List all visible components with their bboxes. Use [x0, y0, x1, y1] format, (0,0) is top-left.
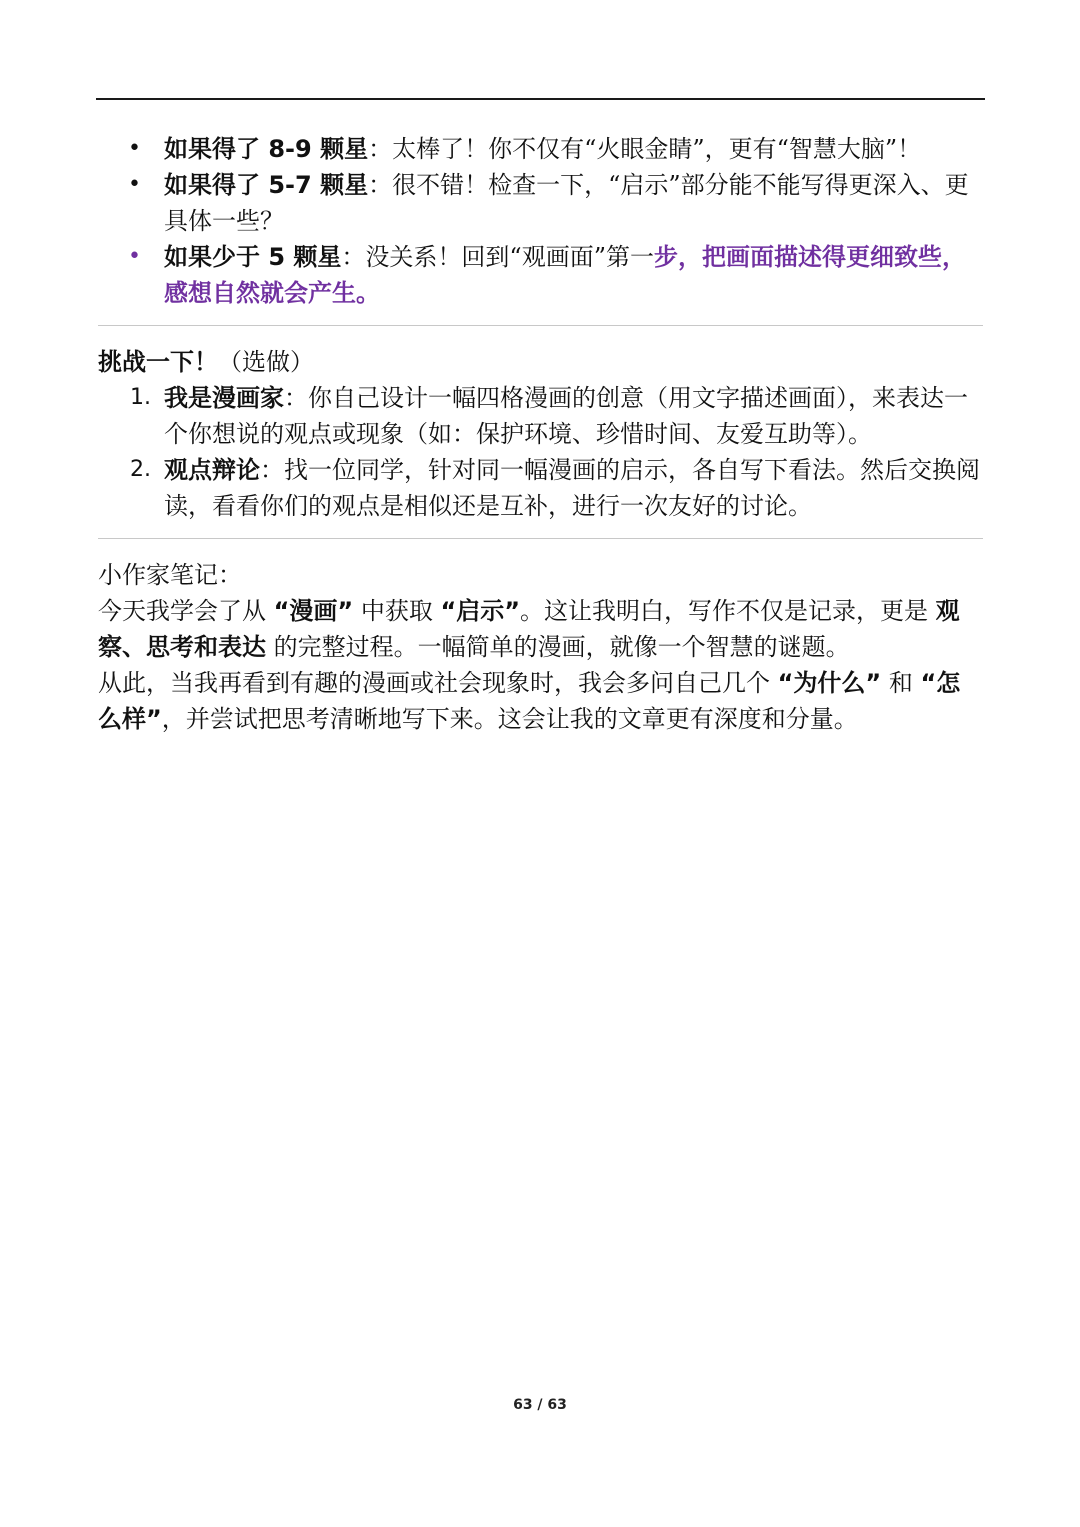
bullet-icon: •: [128, 136, 141, 161]
challenge-heading-rest: （选做）: [218, 348, 314, 376]
notes-paragraph-2: [98, 665, 983, 737]
notes-bold: 观察、思考和表达: [98, 597, 960, 661]
list-item: [98, 167, 983, 239]
item-number: 1.: [130, 385, 151, 410]
bullet-icon: •: [128, 172, 141, 197]
notes-text: 和: [881, 669, 921, 697]
item-bold: 我是漫画家: [164, 384, 284, 412]
notes-heading: 小作家笔记：: [98, 561, 242, 589]
notes-bold: “怎么样”: [98, 669, 961, 733]
section-divider: [98, 538, 983, 539]
star-feedback-list: [98, 131, 983, 311]
list-item: [98, 239, 983, 311]
header-rule: [96, 98, 985, 100]
bullet-bold: 如果得了 5-7 颗星: [164, 171, 369, 199]
bullet-colon: ：: [341, 243, 366, 271]
notes-bold: “为什么”: [777, 669, 882, 697]
bullet-highlight-text: 步，把画面描述得更细致些，感想自然就会产生。: [164, 243, 966, 307]
notes-text: 从此，当我再看到有趣的漫画或社会现象时，我会多问自己几个: [98, 669, 778, 697]
bullet-icon: •: [128, 244, 141, 269]
item-colon: ：: [260, 456, 284, 484]
item-bold: 观点辩论: [164, 456, 260, 484]
notes-text: 中获取: [353, 597, 441, 625]
notes-paragraph-1: [98, 593, 983, 665]
list-item: [98, 452, 983, 524]
notes-bold: “漫画”: [273, 597, 354, 625]
bullet-text: 没关系！回到“观画面”第一: [365, 243, 654, 271]
item-colon: ：: [284, 384, 308, 412]
item-number: 2.: [130, 457, 151, 482]
list-item: [98, 131, 983, 167]
bullet-bold: 如果少于 5 颗星: [164, 243, 342, 271]
notes-bold: “启示”: [440, 597, 520, 625]
section-divider: [98, 325, 983, 326]
notes-text: 。这让我明白，写作不仅是记录，更是: [520, 597, 936, 625]
notes-text: 的完整过程。一幅简单的漫画，就像一个智慧的谜题。: [266, 633, 850, 661]
item-text: 找一位同学，针对同一幅漫画的启示，各自写下看法。然后交换阅读，看看你们的观点是相似还是互补，进行一次友好的讨论。: [164, 456, 980, 520]
notes-text: ，并尝试把思考清晰地写下来。这会让我的文章更有深度和分量。: [161, 705, 858, 733]
bullet-text: 很不错！检查一下，“启示”部分能不能写得更深入、更具体一些？: [164, 171, 969, 235]
challenge-heading-bold: 挑战一下！: [98, 348, 218, 376]
challenge-list: [98, 380, 983, 524]
challenge-heading: [98, 344, 983, 380]
list-item: [98, 380, 983, 452]
bullet-colon: ：: [368, 171, 393, 199]
bullet-colon: ：: [368, 135, 393, 163]
item-text: 你自己设计一幅四格漫画的创意（用文字描述画面），来表达一个你想说的观点或现象（如：保护环境、珍惜时间、友爱互助等）。: [164, 384, 968, 448]
notes-text: 今天我学会了从: [98, 597, 274, 625]
bullet-text: 太棒了！你不仅有“火眼金睛”，更有“智慧大脑”！: [392, 135, 922, 163]
page-number: 63 / 63: [513, 1397, 567, 1413]
page-content: [98, 131, 983, 737]
bullet-bold: 如果得了 8-9 颗星: [164, 135, 369, 163]
